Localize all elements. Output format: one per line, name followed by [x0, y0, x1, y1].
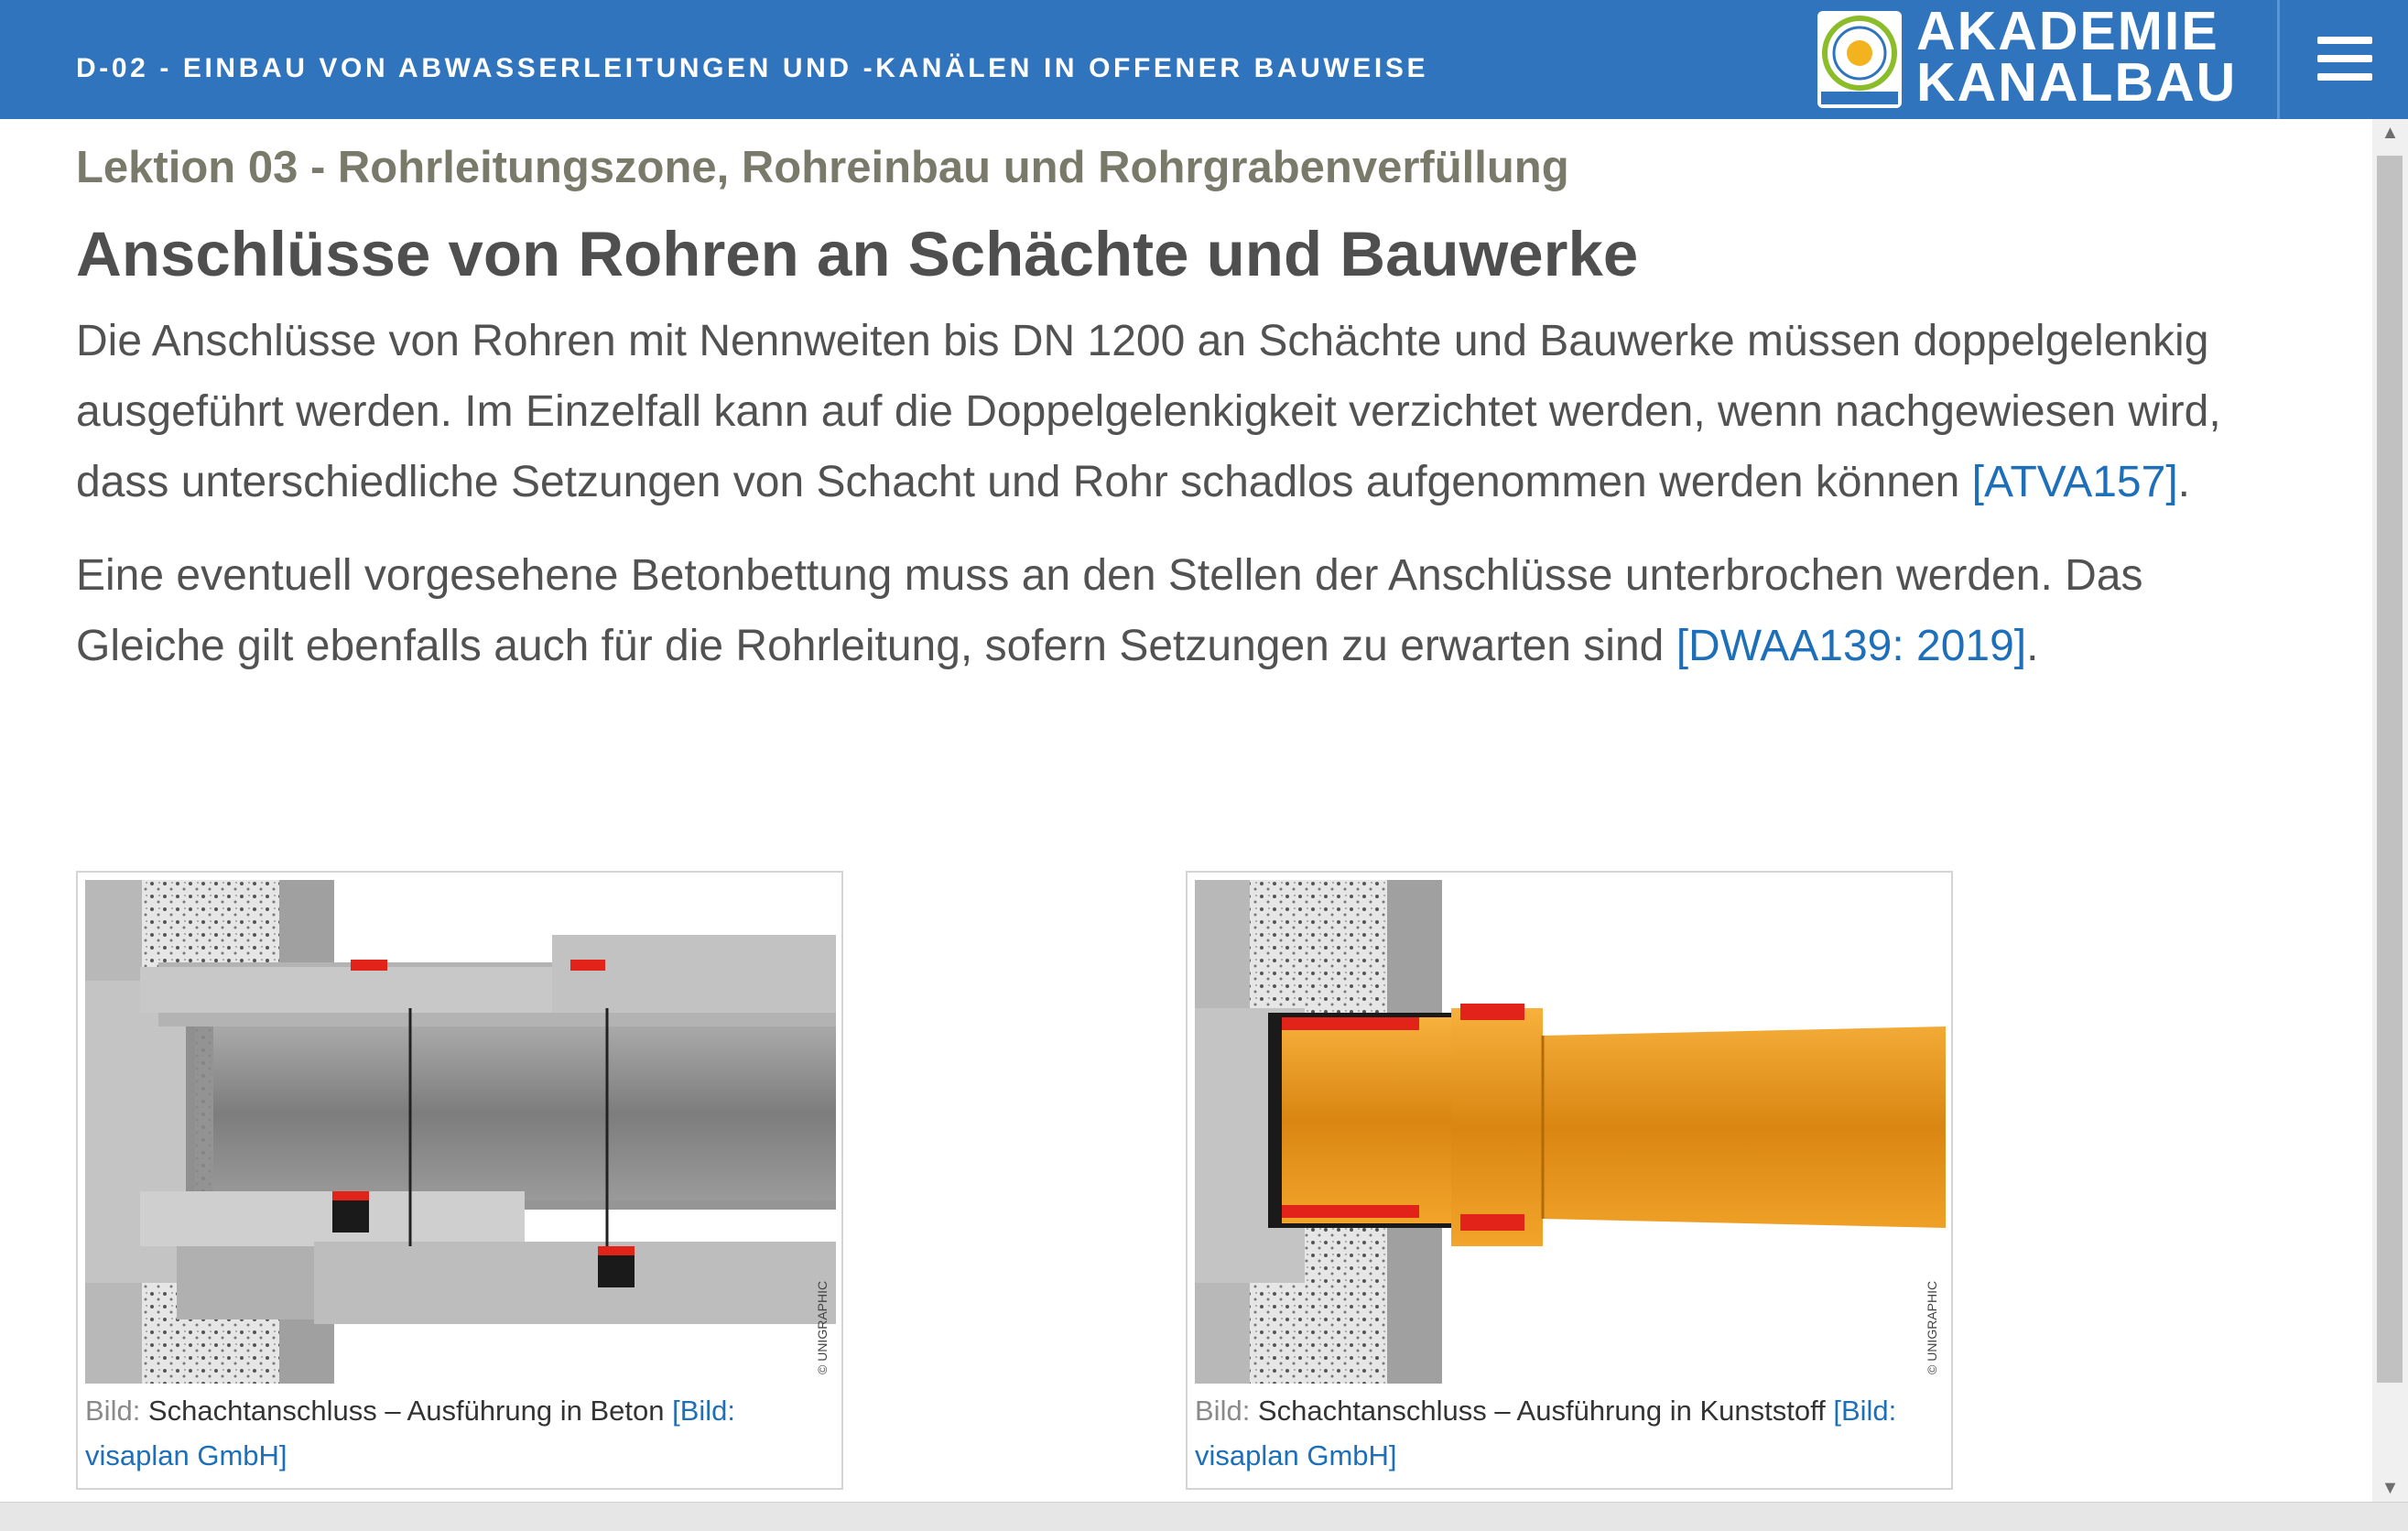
- figure-1-caption-text: Schachtanschluss – Ausführung in Beton: [140, 1395, 673, 1427]
- figure-1-caption: [85, 1388, 836, 1478]
- scroll-down-arrow-icon[interactable]: ▼: [2381, 1478, 2400, 1498]
- logo-line-2: KANALBAU: [1916, 52, 2238, 113]
- paragraph-2-text: Eine eventuell vorgesehene Betonbettung muss an den Stellen der Anschlüsse unterbrochen werden. Das Gleiche gilt ebenfalls auch für die Rohrleitung, sofern Setzungen zu erwarten sind: [76, 551, 2143, 670]
- hamburger-menu-button[interactable]: [2280, 0, 2408, 119]
- figure-2-caption: [1195, 1388, 1946, 1478]
- app-header: [0, 0, 2408, 119]
- lesson-subtitle: Lektion 03 - Rohrleitungszone, Rohreinbau und Rohrgrabenverfüllung: [76, 143, 1569, 192]
- paragraph-2-end: .: [2026, 622, 2039, 670]
- plastic-shaft-connection-image: [1195, 880, 1946, 1384]
- vertical-scrollbar[interactable]: [2372, 119, 2408, 1502]
- guetezeichen-seal-logo: [1817, 11, 1902, 108]
- paragraph-1-text: Die Anschlüsse von Rohren mit Nennweiten bis DN 1200 an Schächte und Bauwerke müssen doppelgelenkig ausgeführt werden. Im Einzelfall kann auf die Doppelgelenkigkeit verzichtet werden, wenn nachgewiesen wird, dass unterschiedliche Setzungen von Schacht und Rohr schadlos aufgenommen werden können: [76, 317, 2221, 506]
- figure-1-source-link[interactable]: [Bild: visaplan GmbH]: [85, 1395, 735, 1471]
- paragraph-1: [76, 306, 2228, 517]
- logo-line-1: AKADEMIE: [1916, 1, 2219, 61]
- scroll-up-arrow-icon[interactable]: ▲: [2381, 123, 2400, 143]
- reference-link-dwaa139[interactable]: [DWAA139: 2019]: [1676, 622, 2027, 670]
- figure-concrete-connection: [76, 871, 843, 1490]
- paragraph-1-end: .: [2177, 458, 2190, 506]
- figure-plastic-connection: [1186, 871, 1953, 1490]
- footer-navigation-bar: [0, 1502, 2408, 1531]
- figure-1-caption-prefix: Bild:: [85, 1395, 141, 1427]
- figure-2-source-link[interactable]: [Bild: visaplan GmbH]: [1195, 1395, 1897, 1471]
- figure-2-caption-text: Schachtanschluss – Ausführung in Kunststoff: [1250, 1395, 1834, 1427]
- page-title: Anschlüsse von Rohren an Schächte und Bauwerke: [76, 219, 1639, 289]
- reference-link-atva157[interactable]: [ATVA157]: [1971, 458, 2178, 506]
- course-title: D-02 - EINBAU VON ABWASSERLEITUNGEN UND -KANÄLEN IN OFFENER BAUWEISE: [76, 53, 1429, 83]
- figure-1-watermark: © UNIGRAPHIC: [815, 1280, 830, 1374]
- paragraph-2: [76, 540, 2228, 681]
- scrollbar-thumb[interactable]: [2377, 156, 2403, 1383]
- akademie-kanalbau-logo: [1916, 1, 2255, 113]
- lesson-content: [76, 137, 2228, 681]
- figure-2-caption-prefix: Bild:: [1195, 1395, 1251, 1427]
- concrete-shaft-connection-image: [85, 880, 836, 1384]
- figure-2-watermark: © UNIGRAPHIC: [1925, 1280, 1939, 1374]
